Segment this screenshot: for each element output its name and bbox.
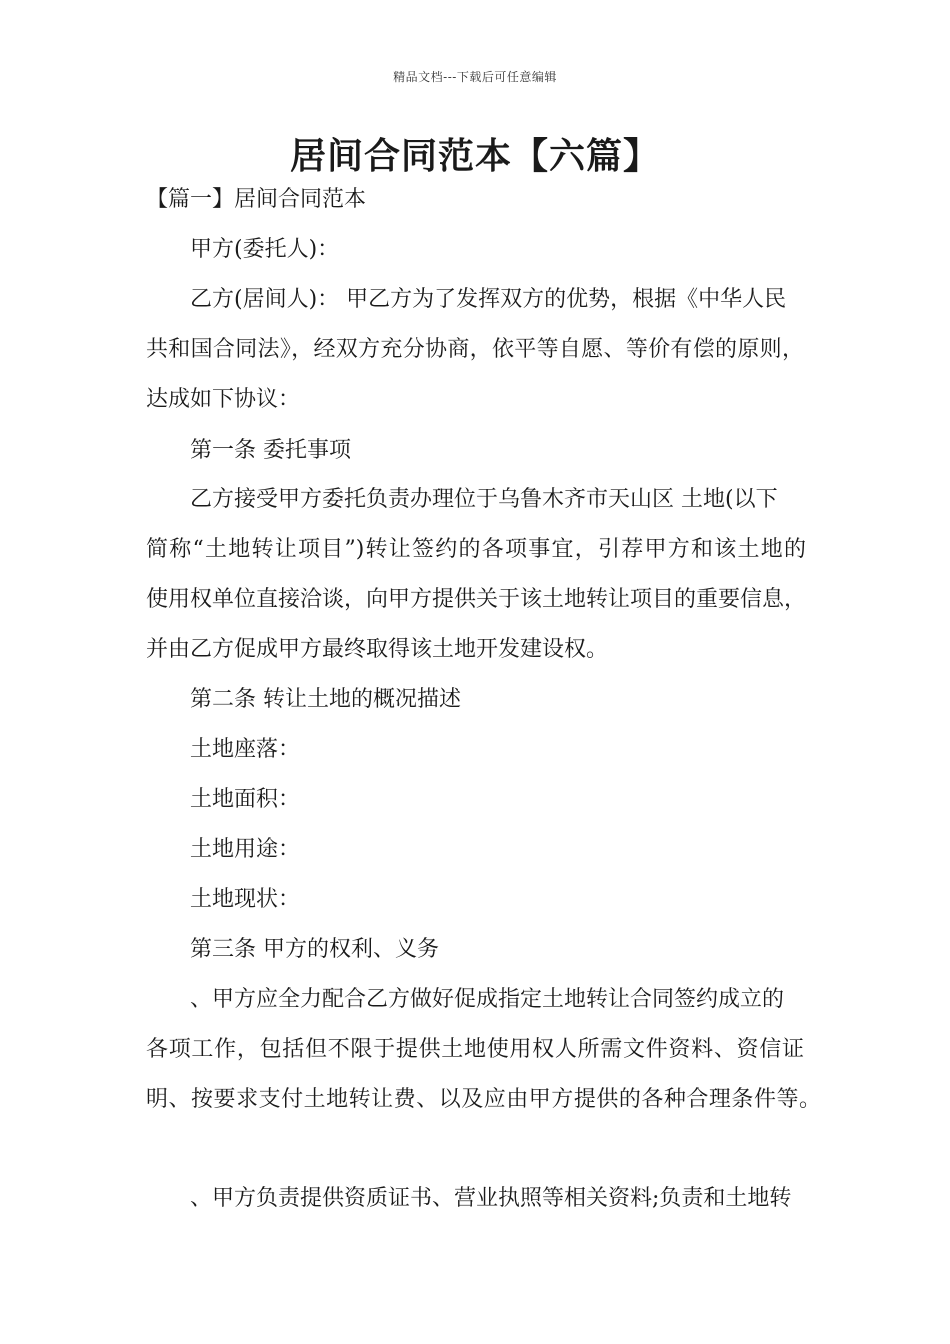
party-b-line-1: 乙方(居间人)： 甲乙方为了发挥双方的优势，根据《中华人民 (190, 287, 787, 312)
document-title: 居间合同范本【六篇】 (289, 135, 660, 177)
section-heading: 【篇一】居间合同范本 (146, 187, 367, 212)
land-use-field: 土地用途： (190, 837, 301, 862)
article-3-para-1-line-1: 、甲方应全力配合乙方做好促成指定土地转让合同签约成立的 (190, 987, 785, 1012)
article-3-heading: 第三条 甲方的权利、义务 (190, 937, 439, 962)
article-1-line-2: 简称“土地转让项目”)转让签约的各项事宜，引荐甲方和该土地的 (146, 537, 806, 562)
party-b-line-2: 共和国合同法》，经双方充分协商，依平等自愿、等价有偿的原则， (146, 337, 804, 362)
land-status-field: 土地现状： (190, 887, 301, 912)
article-1-line-4: 并由乙方促成甲方最终取得该土地开发建设权。 (146, 637, 609, 662)
article-1-line-3: 使用权单位直接洽谈，向甲方提供关于该土地转让项目的重要信息， (146, 587, 807, 612)
article-1-heading: 第一条 委托事项 (190, 438, 351, 463)
header-note: 精品文档---下载后可任意编辑 (393, 70, 557, 84)
party-a-line: 甲方(委托人)： (190, 237, 340, 262)
article-1-line-1: 乙方接受甲方委托负责办理位于乌鲁木齐市天山区 土地(以下 (190, 487, 778, 512)
article-3-para-1-line-3: 明、按要求支付土地转让费、以及应由甲方提供的各种合理条件等。 (146, 1087, 821, 1112)
land-location-field: 土地座落： (190, 737, 301, 762)
land-area-field: 土地面积： (190, 787, 301, 812)
article-3-para-1-line-2: 各项工作，包括但不限于提供土地使用权人所需文件资料、资信证 (146, 1037, 804, 1062)
party-b-line-3: 达成如下协议： (146, 387, 301, 412)
article-2-heading: 第二条 转让土地的概况描述 (190, 687, 461, 712)
article-3-para-2-line-1: 、甲方负责提供资质证书、营业执照等相关资料;负责和土地转 (190, 1186, 792, 1211)
